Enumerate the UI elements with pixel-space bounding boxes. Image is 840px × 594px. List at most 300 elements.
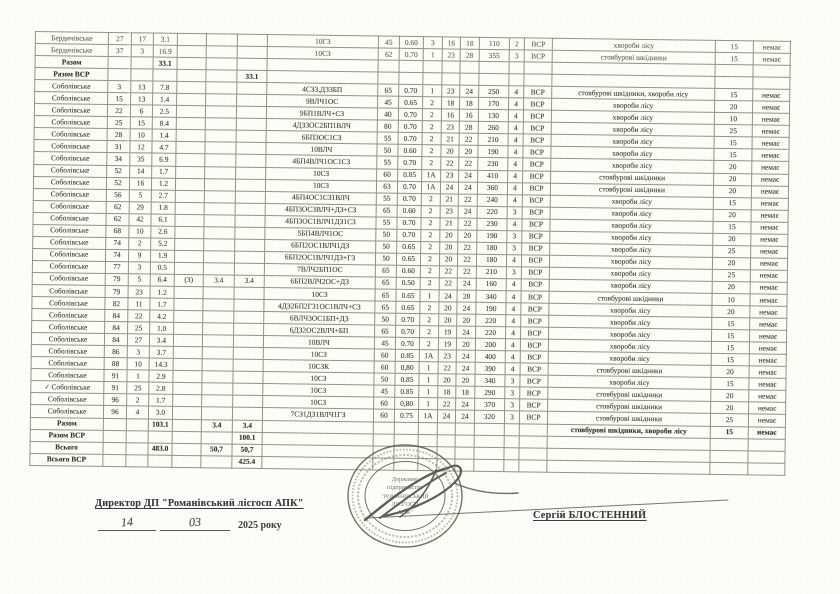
cell-vsr bbox=[519, 423, 547, 435]
cell-cls: 4 bbox=[506, 255, 521, 267]
cell-none: немає bbox=[752, 137, 789, 150]
cell-stock bbox=[474, 447, 504, 459]
cell-vsr: ВСР bbox=[523, 122, 551, 134]
cell-c6 bbox=[204, 178, 235, 190]
cell-c6 bbox=[203, 251, 234, 263]
cell-vyd: 2 bbox=[129, 238, 151, 250]
cell-area: 1.8 bbox=[151, 202, 175, 214]
cell-pest bbox=[547, 460, 710, 474]
cell-cls bbox=[509, 74, 524, 86]
cell-pct: 25 bbox=[710, 414, 748, 427]
cell-density: 0.70 bbox=[398, 109, 422, 121]
cell-vsr bbox=[524, 74, 552, 86]
cell-area: 0.5 bbox=[150, 262, 174, 274]
cell-density: 0.70 bbox=[397, 217, 421, 229]
cell-kv: 34 bbox=[107, 153, 130, 165]
cell-species: 4СЗ3,ДЗ3БП bbox=[267, 83, 378, 96]
cell-c6 bbox=[205, 130, 236, 142]
cell-cls bbox=[509, 62, 524, 74]
cell-c5 bbox=[175, 178, 204, 190]
cell-d: 22 bbox=[458, 194, 477, 206]
cell-pest: хвороби лісу bbox=[549, 327, 712, 341]
cell-name: Соболівське bbox=[30, 405, 103, 418]
cell-cls: 3 bbox=[504, 411, 519, 423]
cell-age: 55 bbox=[376, 217, 397, 229]
cell-d: 24 bbox=[456, 350, 475, 362]
cell-vsr: ВСР bbox=[522, 182, 550, 194]
cell-name: Соболівське bbox=[31, 333, 104, 346]
cell-name: Соболівське bbox=[31, 345, 104, 358]
cell-h: 21 bbox=[441, 133, 459, 145]
cell-stock: 210 bbox=[476, 266, 506, 278]
cell-age: 60 bbox=[377, 169, 398, 181]
cell-cls: 3 bbox=[507, 206, 522, 218]
cell-cls: 3 bbox=[505, 399, 520, 411]
cell-pct: 20 bbox=[711, 390, 749, 403]
cell-h: 20 bbox=[439, 302, 457, 314]
cell-name: Соболівське bbox=[31, 393, 104, 406]
cell-pest: хвороби лісу bbox=[551, 111, 714, 125]
cell-pct: 10 bbox=[714, 113, 752, 126]
cell-area: 3.1 bbox=[153, 33, 177, 45]
cell-h: 20 bbox=[440, 242, 458, 254]
cell-c5 bbox=[172, 443, 201, 455]
cell-cls: 4 bbox=[508, 122, 523, 134]
cell-c5 bbox=[177, 94, 206, 106]
cell-bonitet: 2 bbox=[419, 338, 438, 350]
cell-bonitet: 1А bbox=[418, 410, 437, 422]
cell-stock: 390 bbox=[475, 363, 505, 375]
year-label: 2025 року bbox=[238, 520, 282, 531]
cell-area: 3.4 bbox=[149, 334, 173, 346]
cell-c7 bbox=[233, 396, 263, 408]
cell-density bbox=[399, 60, 423, 72]
cell-kv: 68 bbox=[106, 225, 129, 237]
cell-density: 0.70 bbox=[396, 313, 420, 325]
cell-kv: 91 bbox=[104, 370, 127, 382]
cell-vyd: 13 bbox=[131, 81, 153, 93]
cell-area: 2.8 bbox=[149, 382, 173, 394]
cell-c6 bbox=[202, 395, 233, 407]
cell-kv: 96 bbox=[104, 394, 127, 406]
cell-pest: хвороби лісу bbox=[550, 243, 713, 257]
cell-pest: хвороби лісу bbox=[551, 159, 714, 173]
cell-density bbox=[394, 434, 418, 446]
cell-d: 22 bbox=[459, 158, 478, 170]
cell-density: 0.85 bbox=[395, 386, 419, 398]
cell-age: 60 bbox=[373, 409, 394, 421]
cell-bonitet: 2 bbox=[421, 229, 440, 241]
cell-cls: 4 bbox=[506, 303, 521, 315]
cell-name: Бердичівське bbox=[35, 44, 108, 57]
cell-d: 22 bbox=[458, 218, 477, 230]
cell-area: 3.0 bbox=[148, 406, 172, 418]
cell-area: 2.5 bbox=[152, 105, 176, 117]
cell-c6 bbox=[203, 311, 234, 323]
cell-age: 50 bbox=[375, 253, 396, 265]
cell-age: 63 bbox=[376, 181, 397, 193]
cell-c5 bbox=[173, 383, 202, 395]
cell-stock: 210 bbox=[478, 134, 508, 146]
cell-name: Соболівське bbox=[34, 164, 107, 177]
cell-species: 10ВЛЧ bbox=[263, 336, 374, 349]
cell-vsr: ВСР bbox=[523, 158, 551, 170]
cell-species: 5БП4ВЛЧ1ОС bbox=[265, 227, 376, 240]
cell-kv: 86 bbox=[104, 346, 127, 358]
cell-kv: 28 bbox=[107, 129, 130, 141]
cell-density: 0.70 bbox=[397, 229, 421, 241]
cell-age: 40 bbox=[377, 108, 398, 120]
cell-stock: 220 bbox=[476, 326, 506, 338]
cell-density: 0.85 bbox=[395, 374, 419, 386]
cell-pest: хвороби лісу bbox=[552, 38, 715, 52]
cell-area: 1.4 bbox=[152, 129, 176, 141]
cell-pct: 20 bbox=[713, 233, 751, 246]
cell-species: 4БП4ОС1СЗ1ВЛЧ bbox=[265, 191, 376, 204]
cell-density: 0.65 bbox=[396, 253, 420, 265]
cell-name: Соболівське bbox=[32, 309, 105, 322]
cell-name: Соболівське bbox=[32, 260, 105, 273]
cell-none: немає bbox=[749, 330, 786, 343]
cell-vsr: ВСР bbox=[522, 207, 550, 219]
cell-age: 50 bbox=[374, 373, 395, 385]
cell-cls: 3 bbox=[505, 387, 520, 399]
cell-vsr: ВСР bbox=[523, 110, 551, 122]
cell-c5 bbox=[174, 286, 203, 298]
cell-c6 bbox=[201, 431, 232, 443]
cell-none: немає bbox=[750, 270, 787, 283]
cell-pct: 25 bbox=[712, 269, 750, 282]
cell-vsr: ВСР bbox=[521, 327, 549, 339]
cell-stock: 400 bbox=[475, 351, 505, 363]
cell-d: 28 bbox=[460, 49, 479, 61]
cell-c6 bbox=[203, 263, 234, 275]
cell-c6 bbox=[203, 323, 234, 335]
cell-c5 bbox=[175, 202, 204, 214]
cell-cls: 4 bbox=[508, 146, 523, 158]
cell-c6 bbox=[202, 383, 233, 395]
cell-cls: 4 bbox=[505, 363, 520, 375]
cell-none: немає bbox=[750, 294, 787, 307]
cell-stock: 220 bbox=[476, 314, 506, 326]
cell-density: 0.70 bbox=[397, 181, 421, 193]
cell-name: Соболівське bbox=[35, 80, 108, 93]
cell-density: 0.65 bbox=[396, 301, 420, 313]
cell-c7 bbox=[232, 408, 262, 420]
cell-area: 33.1 bbox=[153, 57, 177, 69]
forest-sanitary-survey-table bbox=[29, 31, 791, 476]
cell-pct: 15 bbox=[712, 317, 750, 330]
cell-c7 bbox=[235, 191, 265, 203]
cell-stock: 355 bbox=[479, 49, 509, 61]
cell-species: 7ВЛЧ2БП1ОС bbox=[264, 263, 375, 276]
cell-density: 0.60 bbox=[396, 265, 420, 277]
cell-stock: 240 bbox=[477, 194, 507, 206]
cell-c5: (3) bbox=[174, 274, 203, 286]
cell-cls: 4 bbox=[506, 315, 521, 327]
cell-d: 24 bbox=[458, 206, 477, 218]
cell-name: Соболівське bbox=[33, 188, 106, 201]
cell-c5 bbox=[174, 310, 203, 322]
cell-kv bbox=[103, 430, 126, 442]
cell-pct bbox=[710, 462, 748, 475]
cell-none: немає bbox=[748, 414, 785, 427]
cell-vyd: 10 bbox=[130, 129, 152, 141]
cell-name: Соболівське bbox=[33, 200, 106, 213]
cell-c6: 3.4 bbox=[203, 275, 234, 287]
cell-c7 bbox=[233, 359, 263, 371]
cell-vyd: 29 bbox=[129, 201, 151, 213]
cell-kv: 62 bbox=[106, 213, 129, 225]
cell-cls bbox=[504, 423, 519, 435]
cell-area bbox=[153, 69, 177, 81]
cell-vyd: 3 bbox=[127, 346, 149, 358]
cell-density bbox=[399, 72, 423, 84]
cell-kv: 62 bbox=[106, 201, 129, 213]
cell-bonitet: 2 bbox=[421, 193, 440, 205]
cell-pest: стовбурові шкідники bbox=[550, 183, 713, 197]
cell-pct: 10 bbox=[712, 293, 750, 306]
cell-vsr: ВСР bbox=[524, 98, 552, 110]
cell-name: Соболівське bbox=[34, 128, 107, 141]
cell-pest: стовбурові шкідники bbox=[552, 50, 715, 64]
cell-density: 0.70 bbox=[399, 48, 423, 60]
cell-age: 55 bbox=[377, 156, 398, 168]
cell-kv: 52 bbox=[107, 165, 130, 177]
cell-pct bbox=[710, 438, 748, 451]
cell-species: 6ВЛЧ3ОС1БП+ДЗ bbox=[264, 312, 375, 325]
cell-pct: 20 bbox=[713, 209, 751, 222]
cell-d: 20 bbox=[458, 230, 477, 242]
cell-pct: 20 bbox=[713, 185, 751, 198]
cell-stock: 180 bbox=[476, 254, 506, 266]
cell-name: Соболівське bbox=[32, 248, 105, 261]
cell-d: 22 bbox=[457, 266, 476, 278]
cell-pest: стовбурові шкідники bbox=[548, 364, 711, 378]
cell-d: 20 bbox=[459, 145, 478, 157]
cell-area: 6.4 bbox=[150, 274, 174, 286]
cell-species: 6БП2ВЛЧ2ОС+ДЗ bbox=[264, 275, 375, 288]
cell-vsr bbox=[519, 460, 547, 472]
cell-vsr: ВСР bbox=[520, 399, 548, 411]
cell-none: немає bbox=[750, 282, 787, 295]
cell-vsr bbox=[524, 62, 552, 74]
cell-c7 bbox=[235, 215, 265, 227]
cell-vyd bbox=[126, 442, 148, 454]
cell-area: 6.1 bbox=[151, 214, 175, 226]
cell-d: 28 bbox=[457, 290, 476, 302]
cell-kv: 56 bbox=[106, 189, 129, 201]
svg-text:Державне: Державне bbox=[391, 476, 419, 483]
cell-pct: 20 bbox=[711, 366, 749, 379]
cell-pct: 15 bbox=[715, 40, 753, 53]
cell-h: 16 bbox=[442, 37, 460, 49]
cell-h bbox=[442, 73, 460, 85]
cell-c5 bbox=[174, 250, 203, 262]
cell-pct: 15 bbox=[713, 197, 751, 210]
cell-age: 45 bbox=[374, 385, 395, 397]
cell-c7 bbox=[236, 155, 266, 167]
cell-kv: 74 bbox=[105, 249, 128, 261]
cell-vsr: ВСР bbox=[522, 195, 550, 207]
cell-c6 bbox=[202, 371, 233, 383]
cell-bonitet: 2 bbox=[420, 253, 439, 265]
cell-none: немає bbox=[752, 125, 789, 138]
cell-bonitet: 1 bbox=[419, 362, 438, 374]
cell-age: 45 bbox=[374, 337, 395, 349]
cell-d bbox=[455, 459, 474, 471]
cell-d: 18 bbox=[460, 37, 479, 49]
cell-c6 bbox=[206, 34, 237, 46]
cell-area: 1.0 bbox=[150, 322, 174, 334]
cell-c5 bbox=[177, 70, 206, 82]
cell-vsr: ВСР bbox=[521, 279, 549, 291]
cell-h bbox=[437, 446, 455, 458]
cell-density: 0.70 bbox=[396, 325, 420, 337]
cell-age: 65 bbox=[375, 301, 396, 313]
cell-c5 bbox=[177, 57, 206, 69]
cell-pest: хвороби лісу bbox=[549, 303, 712, 317]
cell-kv: 82 bbox=[105, 297, 128, 309]
cell-cls bbox=[504, 435, 519, 447]
cell-c7 bbox=[237, 94, 267, 106]
cell-c6: 3.4 bbox=[201, 419, 232, 431]
cell-name: Соболівське bbox=[31, 369, 104, 382]
cell-stock: 160 bbox=[476, 278, 506, 290]
cell-pct: 20 bbox=[714, 161, 752, 174]
cell-kv: 3 bbox=[108, 81, 131, 93]
cell-area: 8.4 bbox=[152, 117, 176, 129]
cell-c7 bbox=[237, 34, 267, 46]
cell-d: 24 bbox=[460, 85, 479, 97]
cell-d: 24 bbox=[457, 278, 476, 290]
cell-vsr bbox=[519, 447, 547, 459]
cell-cls: 4 bbox=[509, 86, 524, 98]
cell-age: 65 bbox=[378, 84, 399, 96]
cell-none: немає bbox=[749, 354, 786, 367]
cell-species: 4БП3ОС3ВЛЧ+ДЗ+СЗ bbox=[265, 203, 376, 216]
table-body bbox=[30, 32, 791, 476]
cell-pct: 15 bbox=[711, 354, 749, 367]
cell-vyd: 25 bbox=[127, 382, 149, 394]
cell-h bbox=[437, 434, 455, 446]
cell-none: немає bbox=[749, 378, 786, 391]
cell-density: 0.60 bbox=[397, 205, 421, 217]
cell-c5 bbox=[177, 45, 206, 57]
cell-none: немає bbox=[753, 41, 790, 54]
cell-none: немає bbox=[752, 101, 789, 114]
cell-h: 18 bbox=[442, 97, 460, 109]
cell-age: 60 bbox=[374, 361, 395, 373]
cell-vyd bbox=[126, 454, 148, 466]
cell-bonitet: 2 bbox=[423, 97, 442, 109]
cell-c6 bbox=[203, 299, 234, 311]
cell-c5 bbox=[175, 214, 204, 226]
cell-c7 bbox=[237, 46, 267, 58]
cell-vyd: 22 bbox=[128, 310, 150, 322]
cell-name: Всього ВСР bbox=[30, 453, 103, 466]
cell-density: 0.65 bbox=[399, 97, 423, 109]
cell-stock: 200 bbox=[475, 338, 505, 350]
cell-age: 50 bbox=[375, 313, 396, 325]
cell-age: 55 bbox=[376, 193, 397, 205]
cell-cls bbox=[504, 459, 519, 471]
cell-none bbox=[753, 65, 790, 78]
cell-c7: 100.1 bbox=[232, 432, 262, 444]
cell-cls: 4 bbox=[508, 170, 523, 182]
cell-bonitet: 1А bbox=[422, 169, 441, 181]
cell-species: 6БП2ОС1ВЛЧ1ДЗ bbox=[265, 239, 376, 252]
cell-stock: 230 bbox=[477, 218, 507, 230]
cell-age: 50 bbox=[377, 144, 398, 156]
cell-c7 bbox=[235, 239, 265, 251]
cell-h: 18 bbox=[438, 386, 456, 398]
cell-name: Соболівське bbox=[31, 357, 104, 370]
cell-none: немає bbox=[750, 306, 787, 319]
cell-c7: 33.1 bbox=[237, 70, 267, 82]
seal-center-text bbox=[382, 476, 429, 516]
cell-density: 0.85 bbox=[395, 349, 419, 361]
cell-name: Разом bbox=[30, 417, 103, 430]
cell-c5 bbox=[176, 118, 205, 130]
cell-c7 bbox=[236, 131, 266, 143]
cell-c6 bbox=[205, 166, 236, 178]
cell-c7 bbox=[235, 227, 265, 239]
cell-vyd: 14 bbox=[130, 165, 152, 177]
cell-c7 bbox=[234, 263, 264, 275]
cell-cls: 4 bbox=[508, 110, 523, 122]
cell-bonitet: 2 bbox=[421, 217, 440, 229]
cell-area: 1.2 bbox=[151, 178, 175, 190]
cell-density: 0.60 bbox=[399, 36, 423, 48]
cell-bonitet: 2 bbox=[422, 145, 441, 157]
cell-name: Соболівське bbox=[32, 321, 105, 334]
cell-none: немає bbox=[751, 198, 788, 211]
cell-stock: 410 bbox=[478, 170, 508, 182]
cell-area: 1.7 bbox=[152, 166, 176, 178]
cell-name: Соболівське bbox=[33, 176, 106, 189]
cell-area: 6.9 bbox=[152, 154, 176, 166]
cell-stock: 370 bbox=[475, 399, 505, 411]
cell-h: 16 bbox=[441, 109, 459, 121]
cell-vyd: 3 bbox=[131, 45, 153, 57]
cell-cls: 4 bbox=[509, 98, 524, 110]
cell-vyd bbox=[126, 430, 148, 442]
cell-d: 22 bbox=[459, 133, 478, 145]
cell-c5 bbox=[177, 33, 206, 45]
cell-age: 50 bbox=[376, 229, 397, 241]
cell-area: 4.7 bbox=[152, 141, 176, 153]
cell-c6 bbox=[201, 455, 232, 467]
cell-c7 bbox=[234, 251, 264, 263]
cell-density: 0.70 bbox=[399, 84, 423, 96]
cell-stock: 110 bbox=[479, 37, 509, 49]
cell-kv: 31 bbox=[107, 141, 130, 153]
cell-d: 24 bbox=[458, 182, 477, 194]
cell-d: 20 bbox=[456, 374, 475, 386]
svg-text:"РОМАНІВСЬКИЙ: "РОМАНІВСЬКИЙ bbox=[381, 494, 429, 500]
cell-c7 bbox=[237, 82, 267, 94]
cell-vsr: ВСР bbox=[524, 50, 552, 62]
cell-c7 bbox=[235, 179, 265, 191]
cell-stock: 250 bbox=[479, 86, 509, 98]
cell-c7: 3.4 bbox=[234, 275, 264, 287]
cell-none: немає bbox=[753, 89, 790, 102]
cell-density: 0.70 bbox=[398, 121, 422, 133]
cell-c5 bbox=[172, 407, 201, 419]
cell-age: 60 bbox=[374, 397, 395, 409]
cell-c6: 50,7 bbox=[201, 443, 232, 455]
